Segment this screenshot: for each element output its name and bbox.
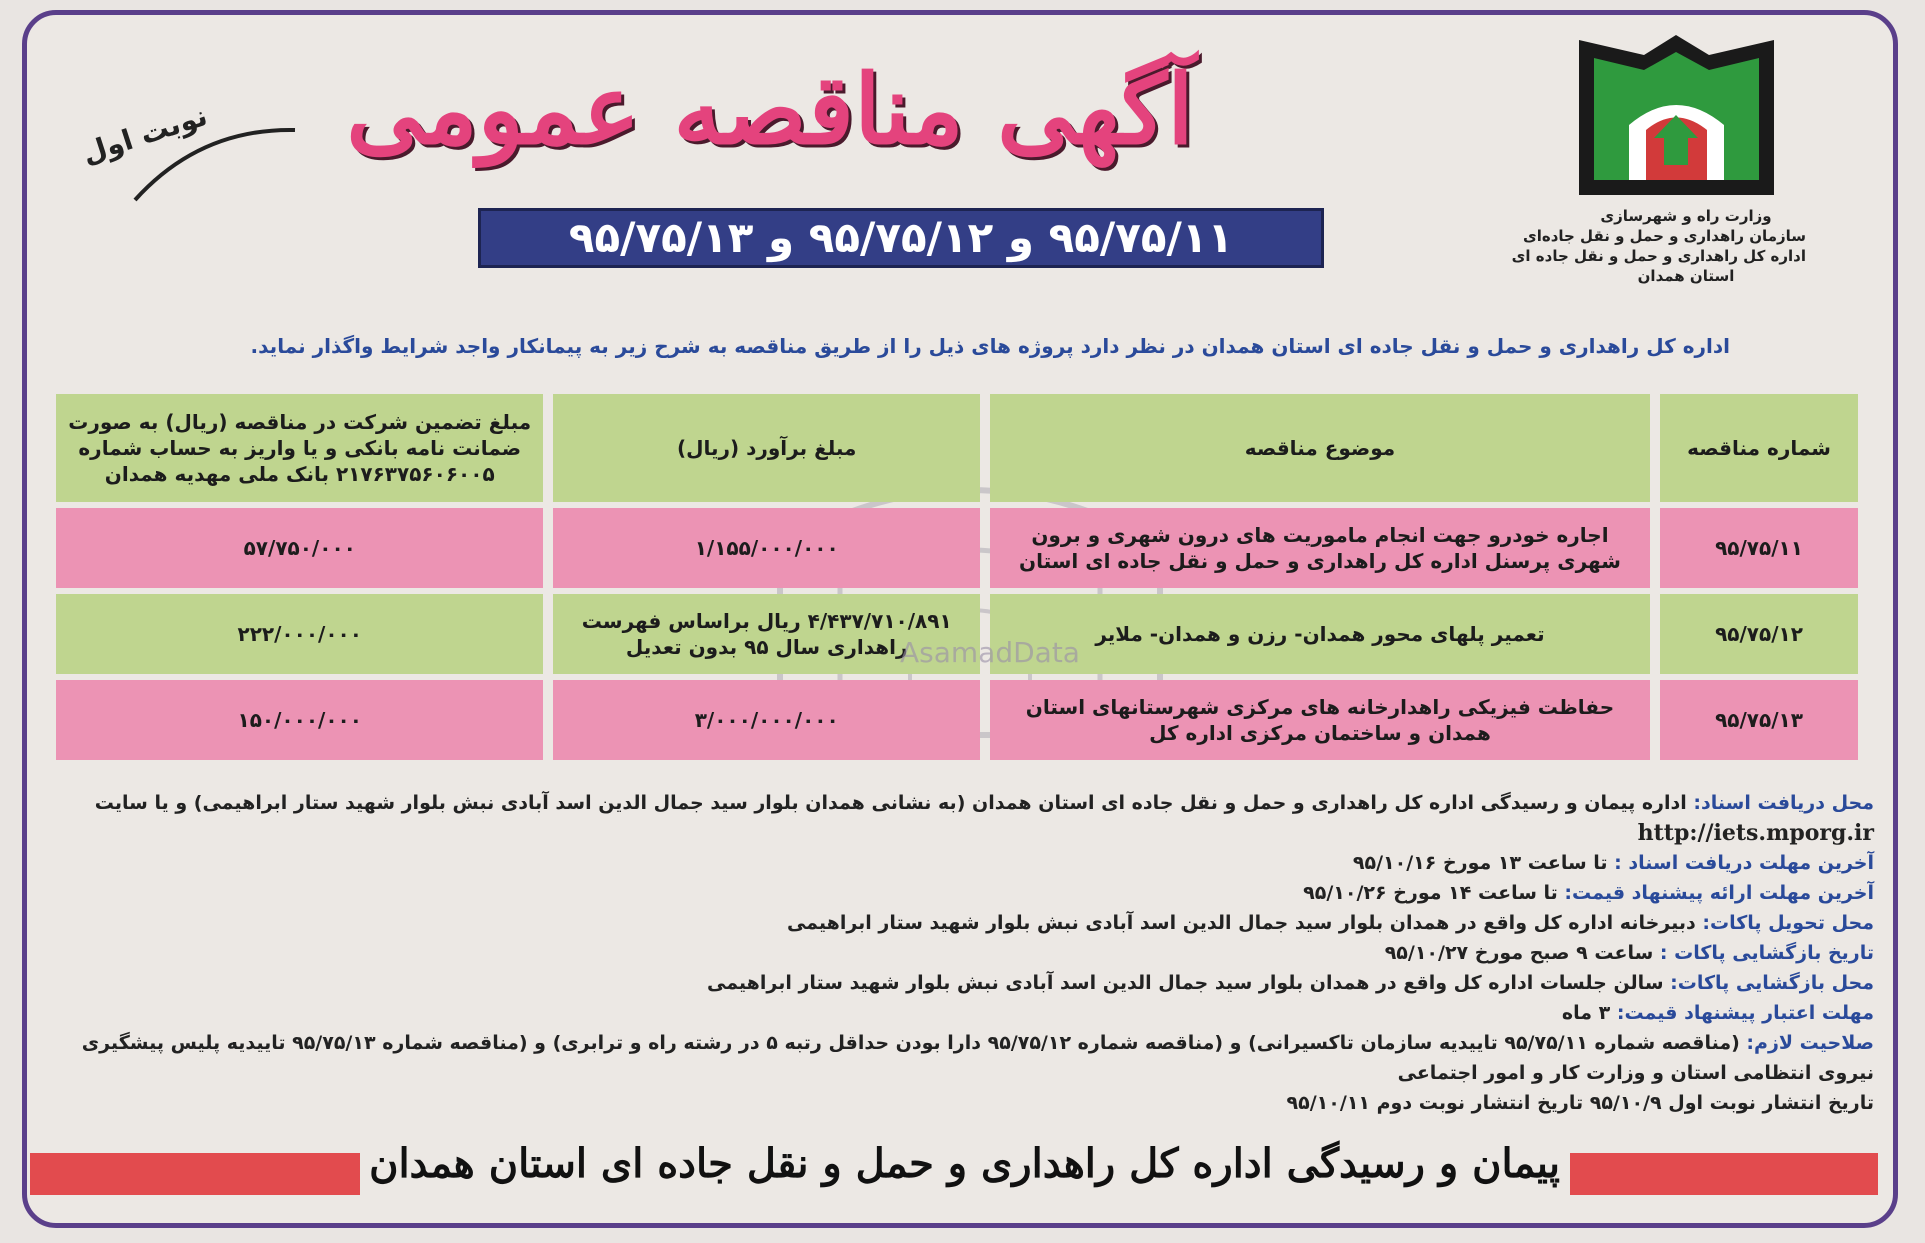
detail-line [52,968,1874,998]
org-line: اداره کل راهداری و حمل و نقل جاده ای [1511,247,1806,265]
org-header [1511,30,1806,286]
cell-subject: حفاظت فیزیکی راهدارخانه های مرکزی شهرستانهای استان همدان و ساختمان مرکزی اداره کل [990,680,1650,760]
detail-line [52,908,1874,938]
cell-estimate: ۱/۱۵۵/۰۰۰/۰۰۰ [553,508,979,588]
detail-line [52,818,1874,848]
cell-guarantee: ۲۲۲/۰۰۰/۰۰۰ [56,594,543,674]
detail-label: تاریخ بازگشایی پاکات : [1659,942,1874,964]
detail-label: آخرین مهلت دریافت اسناد : [1614,852,1874,874]
detail-label: محل تحویل پاکات: [1702,912,1874,934]
cell-number: ۹۵/۷۵/۱۳ [1660,680,1858,760]
table-row [56,680,1858,760]
org-line: سازمان راهداری و حمل و نقل جاده‌ای [1522,227,1806,245]
publication-turn: نوبت اول [78,98,212,171]
intro-text: اداره کل راهداری و حمل و نقل جاده ای استان همدان در نظر دارد پروژه های ذیل را از طریق مناقصه به شرح زیر به پیمانکار واجد شرایط واگذار نماید. [250,334,1730,358]
details-section [52,788,1874,1118]
header-number: شماره مناقصه [1660,394,1858,502]
detail-label: محل دریافت اسناد: [1693,792,1874,814]
cell-estimate: ۴/۴۳۷/۷۱۰/۸۹۱ ریال براساس فهرست راهداری سال ۹۵ بدون تعدیل [553,594,979,674]
detail-text: تاریخ انتشار نوبت اول ۹۵/۱۰/۹ تاریخ انتشار نوبت دوم ۹۵/۱۰/۱۱ [1286,1092,1874,1114]
tender-website-link[interactable]: http://iets.mporg.ir [1637,820,1874,846]
detail-text: تا ساعت ۱۳ مورخ ۹۵/۱۰/۱۶ [1352,852,1608,874]
cell-number: ۹۵/۷۵/۱۲ [1660,594,1858,674]
footer-signature: پیمان و رسیدگی اداره کل راهداری و حمل و نقل جاده ای استان همدان [369,1140,1560,1187]
tender-table [46,388,1868,766]
detail-text: (مناقصه شماره ۹۵/۷۵/۱۱ تاییدیه سازمان تاکسیرانی) و (مناقصه شماره ۹۵/۷۵/۱۲ دارا بودن حداقل رتبه ۵ در رشته راه و ترابری) و (مناقصه شماره ۹۵/۷۵/۱۳ تاییدیه پلیس پیشگیری نیروی انتظامی استان و وزارت کار و امور اجتماعی [81,1032,1874,1084]
header-subject: موضوع مناقصه [990,394,1650,502]
detail-text: سالن جلسات اداره کل واقع در همدان بلوار سید جمال الدین اسد آبادی نبش بلوار شهید ستار ابراهیمی [706,972,1664,994]
detail-label: صلاحیت لازم: [1746,1032,1874,1054]
tender-numbers-banner: ۹۵/۷۵/۱۱ و ۹۵/۷۵/۱۲ و ۹۵/۷۵/۱۳ [478,208,1324,268]
turn-underline-icon [130,118,300,208]
cell-number: ۹۵/۷۵/۱۱ [1660,508,1858,588]
cell-guarantee: ۵۷/۷۵۰/۰۰۰ [56,508,543,588]
cell-guarantee: ۱۵۰/۰۰۰/۰۰۰ [56,680,543,760]
cell-subject: تعمیر پلهای محور همدان- رزن و همدان- ملایر [990,594,1650,674]
detail-text: تا ساعت ۱۴ مورخ ۹۵/۱۰/۲۶ [1303,882,1558,904]
detail-line [52,938,1874,968]
detail-label: مهلت اعتبار پیشنهاد قیمت: [1616,1002,1874,1024]
table-header-row [56,394,1858,502]
org-name [1511,206,1806,286]
road-transport-logo [1574,30,1779,200]
org-line: استان همدان [1637,267,1735,285]
org-line: وزارت راه و شهرسازی [1600,207,1772,225]
header-estimate: مبلغ برآورد (ریال) [553,394,979,502]
detail-line [52,1088,1874,1118]
detail-line [52,878,1874,908]
header-guarantee: مبلغ تضمین شرکت در مناقصه (ریال) به صورت ضمانت نامه بانکی و یا واریز به حساب شماره ۲۱۷۶۳۷۵۶۰۶۰۰۵ بانک ملی مهدیه همدان [56,394,543,502]
detail-line [52,788,1874,818]
table-row [56,508,1858,588]
watermark-text: AsamadData [900,636,1080,669]
cell-estimate: ۳/۰۰۰/۰۰۰/۰۰۰ [553,680,979,760]
detail-label: آخرین مهلت ارائه پیشنهاد قیمت: [1564,882,1874,904]
cell-subject: اجاره خودرو جهت انجام ماموریت های درون شهری و برون شهری پرسنل اداره کل راهداری و حمل و نقل جاده ای استان [990,508,1650,588]
detail-text: ساعت ۹ صبح مورخ ۹۵/۱۰/۲۷ [1384,942,1654,964]
detail-text: ۳ ماه [1561,1002,1611,1024]
detail-text: دبیرخانه اداره کل واقع در همدان بلوار سید جمال الدین اسد آبادی نبش بلوار شهید ستار ابراهیمی [786,912,1696,934]
detail-label: محل بازگشایی پاکات: [1670,972,1874,994]
detail-line [52,1028,1874,1088]
detail-text: اداره پیمان و رسیدگی اداره کل راهداری و حمل و نقل جاده ای استان همدان (به نشانی همدان بلوار سید جمال الدین اسد آبادی نبش بلوار شهید ستار ابراهیمی) و یا سایت [94,792,1687,814]
footer-bar-right [1570,1153,1878,1195]
notice-title: آگهی مناقصه عمومی [346,53,1194,166]
detail-line [52,848,1874,878]
footer-bar-left [30,1153,360,1195]
detail-line [52,998,1874,1028]
